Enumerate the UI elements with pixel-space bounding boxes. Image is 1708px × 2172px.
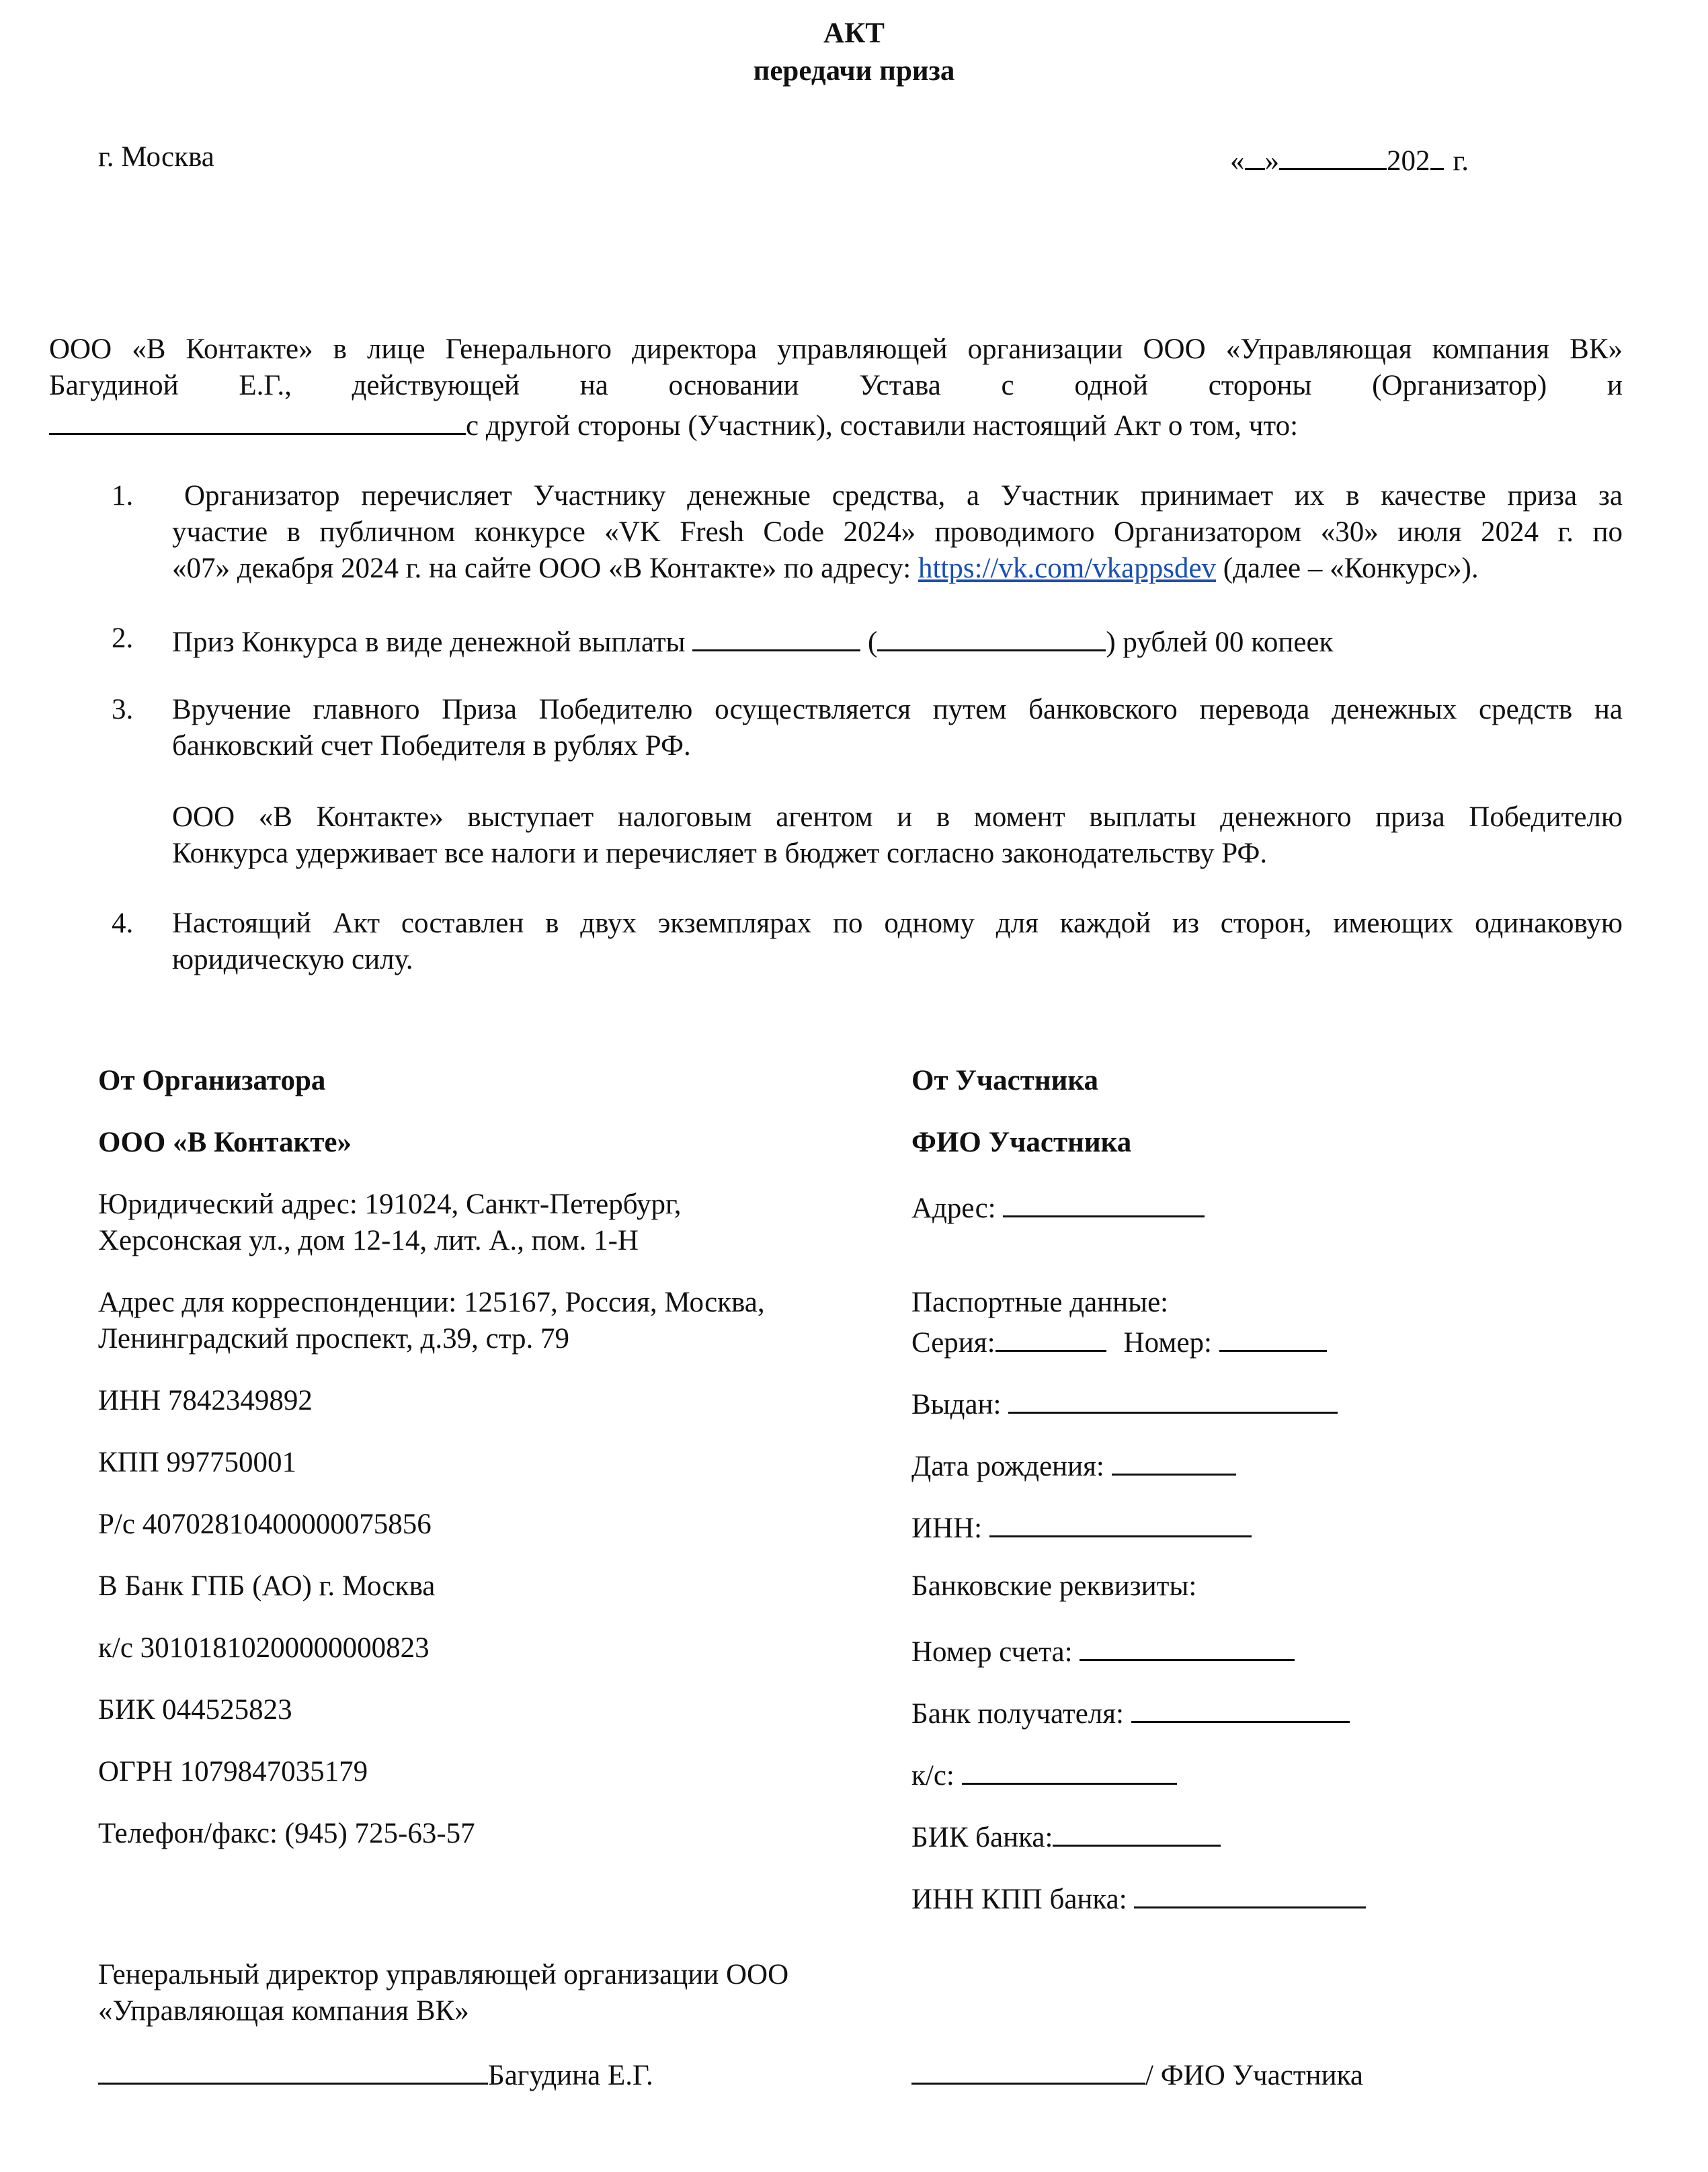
item-3-p2-line-1: ООО «В Контакте» выступает налоговым агентом и в момент выплаты денежного приза Победителю [172, 801, 1623, 833]
participant-birth-label: Дата рождения: [911, 1451, 1104, 1482]
participant-recipient-bank-label: Банк получателя: [911, 1698, 1124, 1730]
contest-link[interactable]: https://vk.com/vkappsdev [918, 553, 1217, 584]
participant-account-label: Номер счета: [911, 1636, 1073, 1668]
item-number: 1. [112, 480, 134, 512]
participant-number-blank [1219, 1320, 1327, 1352]
item-2-text: Приз Конкурса в виде денежной выплаты [172, 627, 686, 658]
organizer-bik: БИК 044525823 [98, 1694, 292, 1726]
participant-bank-inn-kpp-label: ИНН КПП банка: [911, 1884, 1127, 1915]
intro-word: (Организатор) [1372, 370, 1547, 401]
intro-line-1: ООО «В Контакте» в лице Генерального директора управляющей организации ООО «Управляющая компания ВК» [49, 333, 1623, 365]
date-quote-open: « [1230, 145, 1245, 177]
organizer-legal-address-2: Херсонская ул., дом 12-14, лит. А., пом. 1-Н [98, 1225, 639, 1256]
organizer-signer-2: «Управляющая компания ВК» [98, 1995, 469, 2027]
organizer-phone: Телефон/факс: (945) 725-63-57 [98, 1818, 475, 1849]
city: г. Москва [98, 141, 214, 173]
participant-name-blank [49, 403, 466, 435]
intro-line-2 [49, 367, 1623, 404]
item-1-line-2: участие в публичном конкурсе «VK Fresh Code 2024» проводимого Организатором «30» июля 2024 г. по [172, 516, 1623, 548]
participant-series-label: Серия: [911, 1327, 995, 1359]
participant-name: ФИО Участника [911, 1127, 1132, 1158]
participant-signature-name: / ФИО Участника [1145, 2060, 1363, 2091]
participant-series-blank [995, 1320, 1106, 1352]
participant-inn-line [911, 1506, 1252, 1547]
participant-corr-account-blank [962, 1753, 1177, 1785]
participant-address-label: Адрес: [911, 1193, 996, 1224]
item-1-line-3-text: «07» декабря 2024 г. на сайте ООО «В Контакте» по адресу: [172, 553, 911, 584]
participant-bank-details-label: Банковские реквизиты: [911, 1570, 1197, 1602]
organizer-signature-line [98, 2053, 653, 2094]
participant-passport-label: Паспортные данные: [911, 1287, 1169, 1318]
item-1-line-3-end: (далее – «Конкурс»). [1223, 553, 1479, 584]
date-line [1230, 138, 1469, 179]
participant-number-label: Номер: [1123, 1327, 1213, 1359]
item-2-text-end: ) рублей 00 копеек [1106, 627, 1334, 658]
date-month-blank [1279, 138, 1387, 170]
organizer-ogrn: ОГРН 1079847035179 [98, 1756, 368, 1787]
date-year-blank [1430, 138, 1444, 170]
participant-bik-line [911, 1815, 1221, 1856]
organizer-kpp: КПП 997750001 [98, 1447, 297, 1478]
item-1-line-3 [172, 550, 1479, 587]
participant-signature-blank [911, 2053, 1145, 2085]
participant-passport-line [911, 1320, 1327, 1361]
participant-account-line [911, 1630, 1295, 1671]
item-2-paren: ( [868, 627, 878, 658]
organizer-bank: В Банк ГПБ (АО) г. Москва [98, 1570, 436, 1602]
participant-inn-blank [989, 1506, 1252, 1537]
participant-heading: От Участника [911, 1065, 1099, 1096]
participant-account-blank [1080, 1630, 1295, 1661]
participant-issued-label: Выдан: [911, 1389, 1002, 1420]
intro-line-3-text: с другой стороны (Участник), составили настоящий Акт о том, что: [466, 410, 1299, 442]
item-number: 3. [112, 694, 134, 725]
date-day-blank [1245, 138, 1265, 170]
intro-word: с [1001, 370, 1014, 401]
participant-birth-line [911, 1444, 1236, 1485]
item-3-line-2: банковский счет Победителя в рублях РФ. [172, 730, 691, 762]
participant-bik-label: БИК банка: [911, 1822, 1053, 1853]
participant-birth-blank [1112, 1444, 1236, 1476]
organizer-signature-blank [98, 2053, 488, 2085]
intro-word: и [1607, 370, 1623, 401]
item-4-line-2: юридическую силу. [172, 944, 413, 975]
organizer-legal-address-1: Юридический адрес: 191024, Санкт-Петербург, [98, 1189, 682, 1220]
date-suffix: г. [1453, 145, 1469, 177]
organizer-name: ООО «В Контакте» [98, 1127, 352, 1158]
organizer-corr-account: к/с 30101810200000000823 [98, 1632, 430, 1664]
intro-word: одной [1074, 370, 1148, 401]
participant-issued-line [911, 1382, 1338, 1423]
organizer-signature-name: Багудина Е.Г. [488, 2060, 653, 2091]
participant-signature-line [911, 2053, 1363, 2094]
item-3-line-1: Вручение главного Приза Победителю осуществляется путем банковского перевода денежных средств на [172, 694, 1623, 725]
date-quote-close: » [1264, 145, 1279, 177]
intro-word: основании [668, 370, 799, 401]
participant-address-line [911, 1186, 1205, 1227]
organizer-heading: От Организатора [98, 1065, 326, 1096]
intro-word: Багудиной [49, 370, 179, 401]
item-1-line-1: Организатор перечисляет Участнику денежные средства, а Участник принимает их в качестве приза за [184, 480, 1623, 512]
participant-bank-inn-kpp-line [911, 1877, 1366, 1918]
document-title: АКТ [823, 17, 885, 49]
participant-inn-label: ИНН: [911, 1513, 983, 1544]
participant-corr-account-label: к/с: [911, 1760, 954, 1792]
participant-recipient-bank-blank [1131, 1691, 1350, 1723]
organizer-signer-1: Генеральный директор управляющей организации ООО [98, 1959, 789, 1990]
participant-address-blank [1003, 1186, 1205, 1217]
organizer-account: Р/с 40702810400000075856 [98, 1509, 432, 1540]
organizer-postal-address-2: Ленинградский проспект, д.39, стр. 79 [98, 1323, 570, 1355]
prize-amount-words-blank [877, 620, 1106, 651]
date-year: 202 [1387, 145, 1430, 177]
item-3-p2-line-2: Конкурса удерживает все налоги и перечисляет в бюджет согласно законодательству РФ. [172, 838, 1268, 869]
organizer-postal-address-1: Адрес для корреспонденции: 125167, Россия, Москва, [98, 1287, 765, 1318]
intro-word: на [579, 370, 608, 401]
item-2-line [172, 620, 1333, 661]
organizer-inn: ИНН 7842349892 [98, 1385, 313, 1416]
intro-word: стороны [1208, 370, 1312, 401]
item-4-line-1: Настоящий Акт составлен в двух экземплярах по одному для каждой из сторон, имеющих одинаковую [172, 908, 1623, 939]
participant-recipient-bank-line [911, 1691, 1350, 1732]
document-subtitle: передачи приза [753, 55, 955, 87]
intro-word: Е.Г., [239, 370, 292, 401]
participant-corr-account-line [911, 1753, 1177, 1794]
item-number: 2. [112, 622, 134, 654]
participant-bik-blank [1053, 1815, 1221, 1847]
item-number: 4. [112, 908, 134, 939]
participant-issued-blank [1008, 1382, 1338, 1414]
prize-amount-blank [692, 620, 860, 651]
intro-word: Устава [859, 370, 941, 401]
intro-line-3 [49, 403, 1298, 444]
participant-bank-inn-kpp-blank [1134, 1877, 1366, 1908]
intro-word: действующей [352, 370, 520, 401]
